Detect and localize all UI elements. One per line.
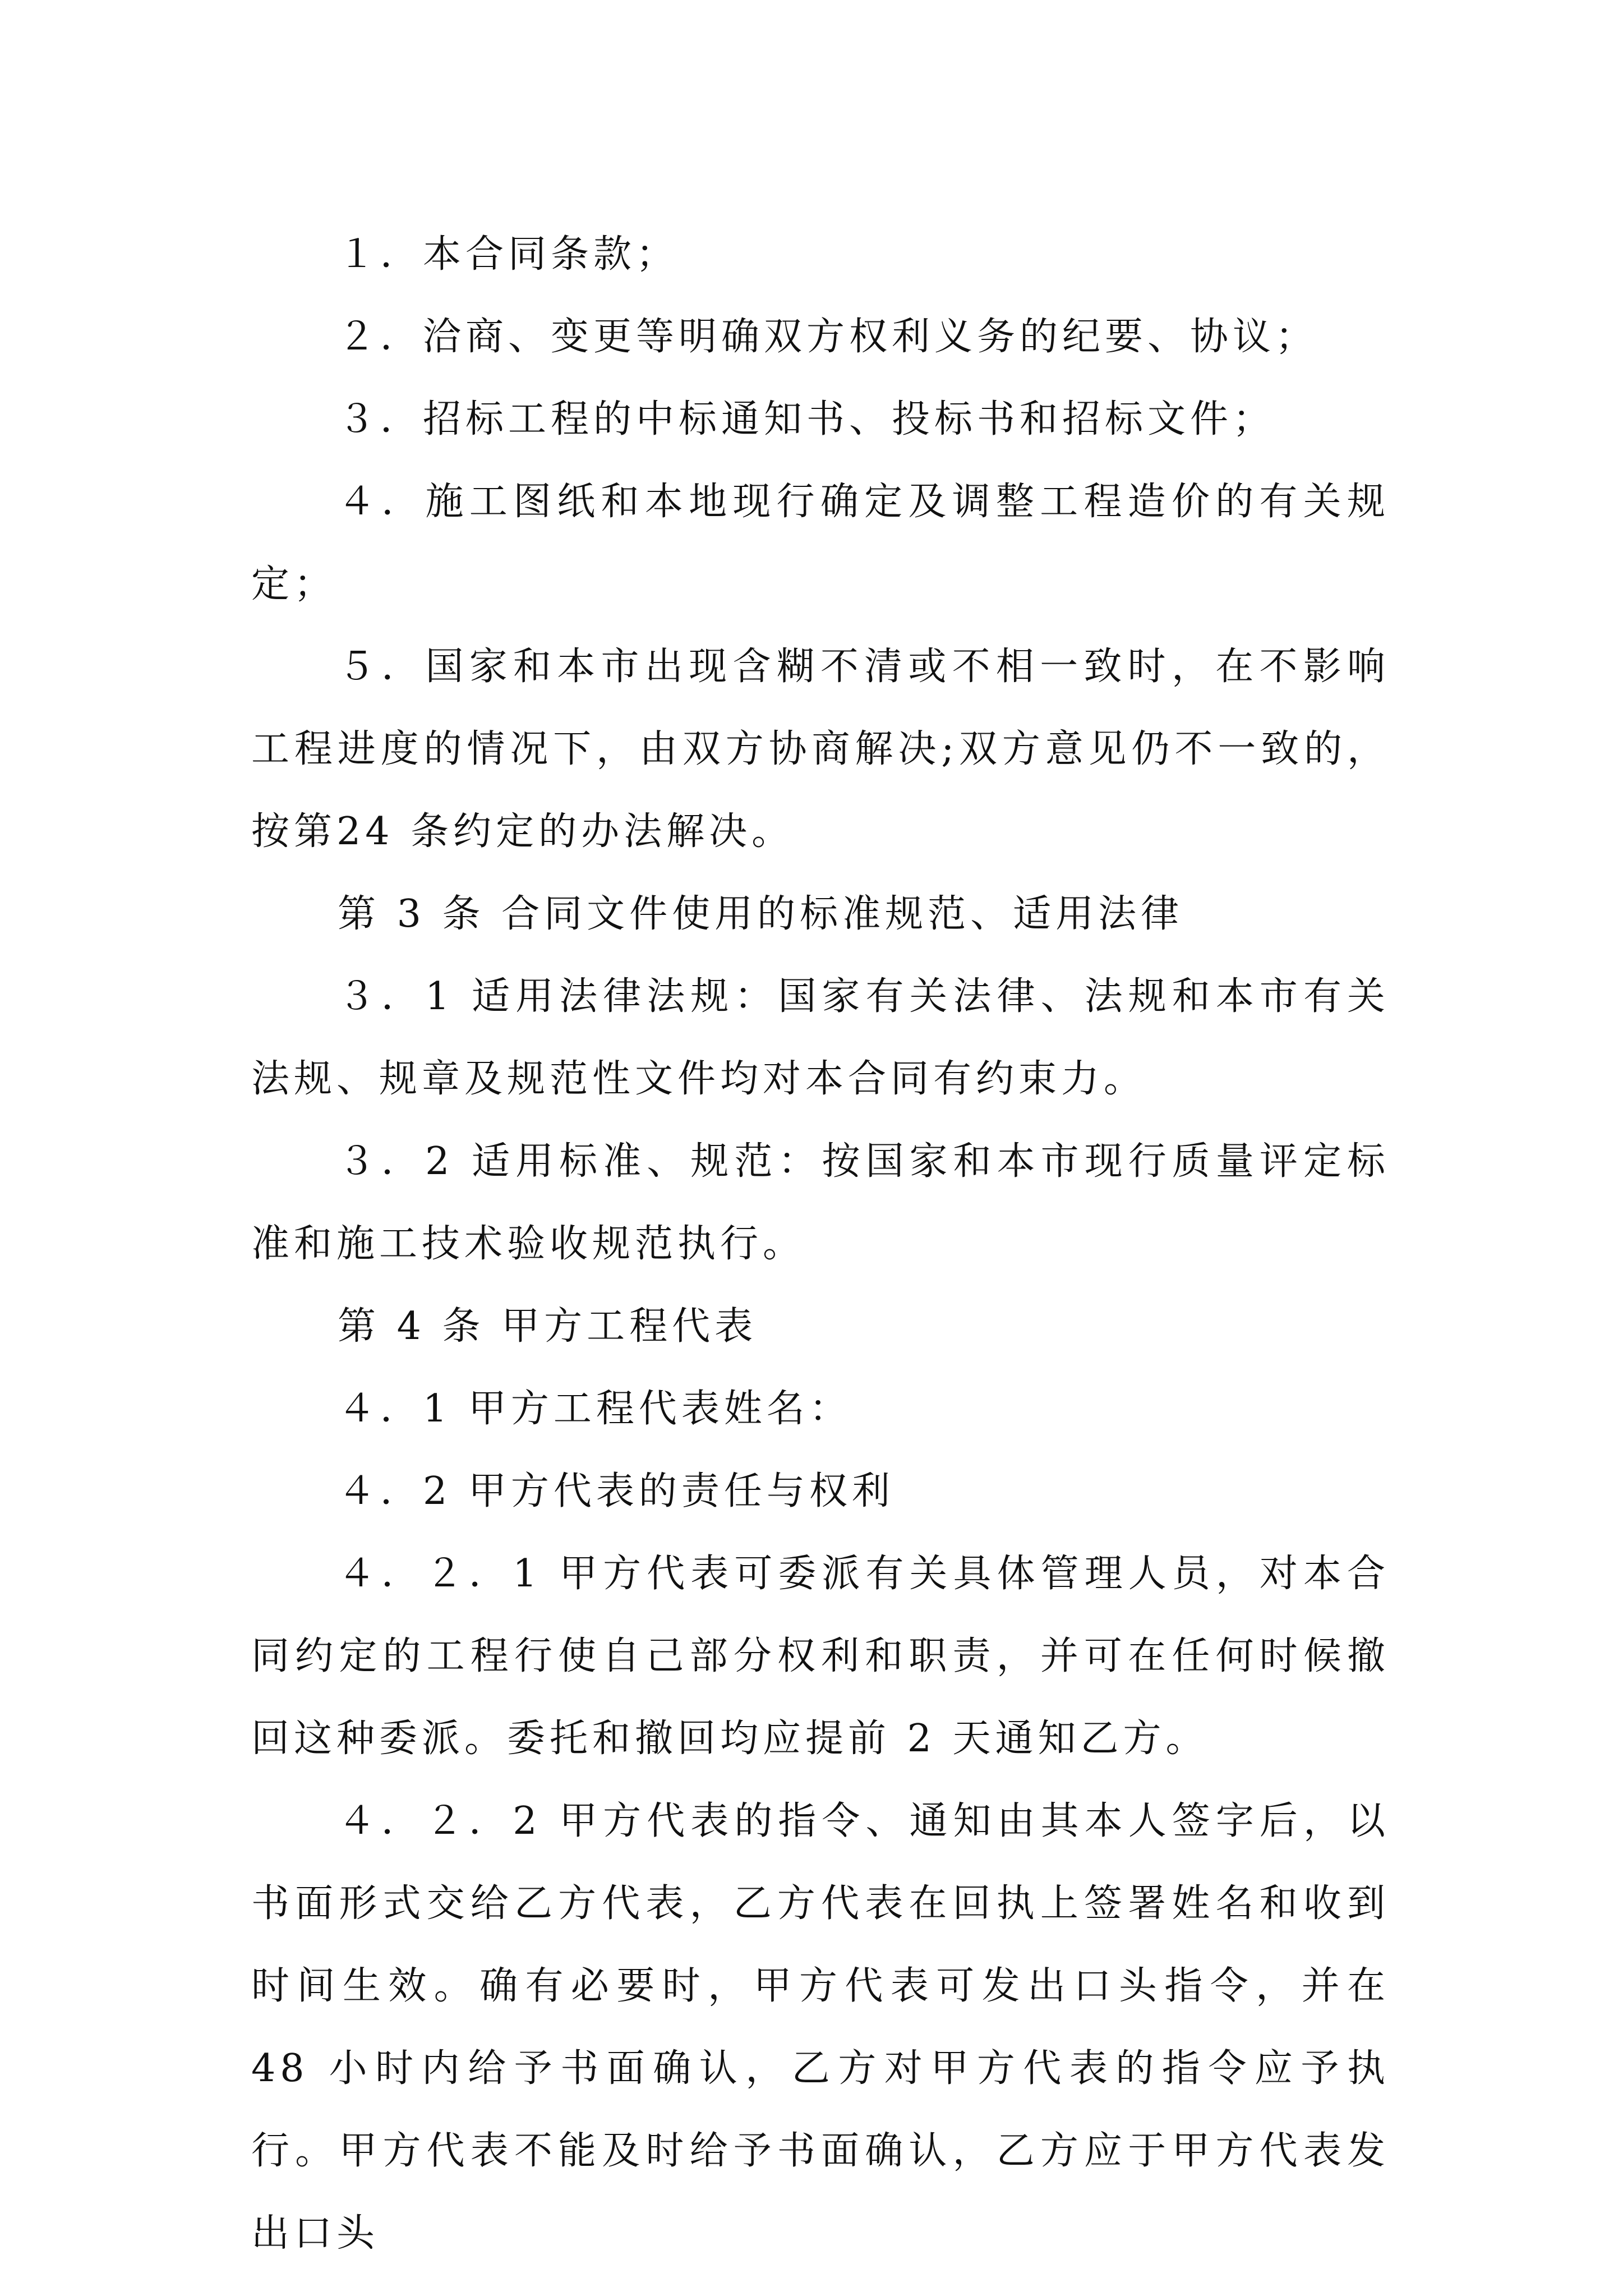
clause-4-2-1: ４．２．1 甲方代表可委派有关具体管理人员，对本合同约定的工程行使自己部分权利和职责，并可在任何时候撤回这种委派。委托和撤回均应提前 2 天通知乙方。 bbox=[251, 1552, 1390, 1761]
clause-4-1: ４．1 甲方工程代表姓名： bbox=[338, 1387, 852, 1431]
clause-3-2: ３．2 适用标准、规范：按国家和本市现行质量评定标准和施工技术验收规范执行。 bbox=[251, 1139, 1390, 1266]
clause-4-2-2: ４．２．2 甲方代表的指令、通知由其本人签字后，以书面形式交给乙方代表，乙方代表在回执上签署姓名和收到时间生效。确有必要时，甲方代表可发出口头指令，并在 48 小时内给予书面确认，乙方对甲方代表的指令应予执行。甲方代表不能及时给予书面确认，乙方应于甲方代表发出口头 bbox=[251, 1799, 1390, 2256]
clause-item-1: １．本合同条款； bbox=[338, 232, 679, 277]
clause-item-2: ２．洽商、变更等明确双方权利义务的纪要、协议； bbox=[338, 315, 1318, 359]
clause-4-2: ４．2 甲方代表的责任与权利 bbox=[338, 1469, 895, 1513]
clause-3-1: ３．1 适用法律法规：国家有关法律、法规和本市有关法规、规章及规范性文件均对本合同有约束力。 bbox=[251, 974, 1390, 1101]
clause-item-5: ５．国家和本市出现含糊不清或不相一致时，在不影响工程进度的情况下，由双方协商解决;双方意见仍不一致的，按第24 条约定的办法解决。 bbox=[251, 645, 1390, 854]
article-4-heading: 第 4 条 甲方工程代表 bbox=[338, 1304, 758, 1349]
clause-item-4: ４．施工图纸和本地现行确定及调整工程造价的有关规定； bbox=[251, 480, 1390, 606]
clause-item-3: ３．招标工程的中标通知书、投标书和招标文件； bbox=[338, 397, 1276, 441]
article-3-heading: 第 3 条 合同文件使用的标准规范、适用法律 bbox=[338, 892, 1184, 936]
document-body bbox=[251, 213, 1390, 2275]
